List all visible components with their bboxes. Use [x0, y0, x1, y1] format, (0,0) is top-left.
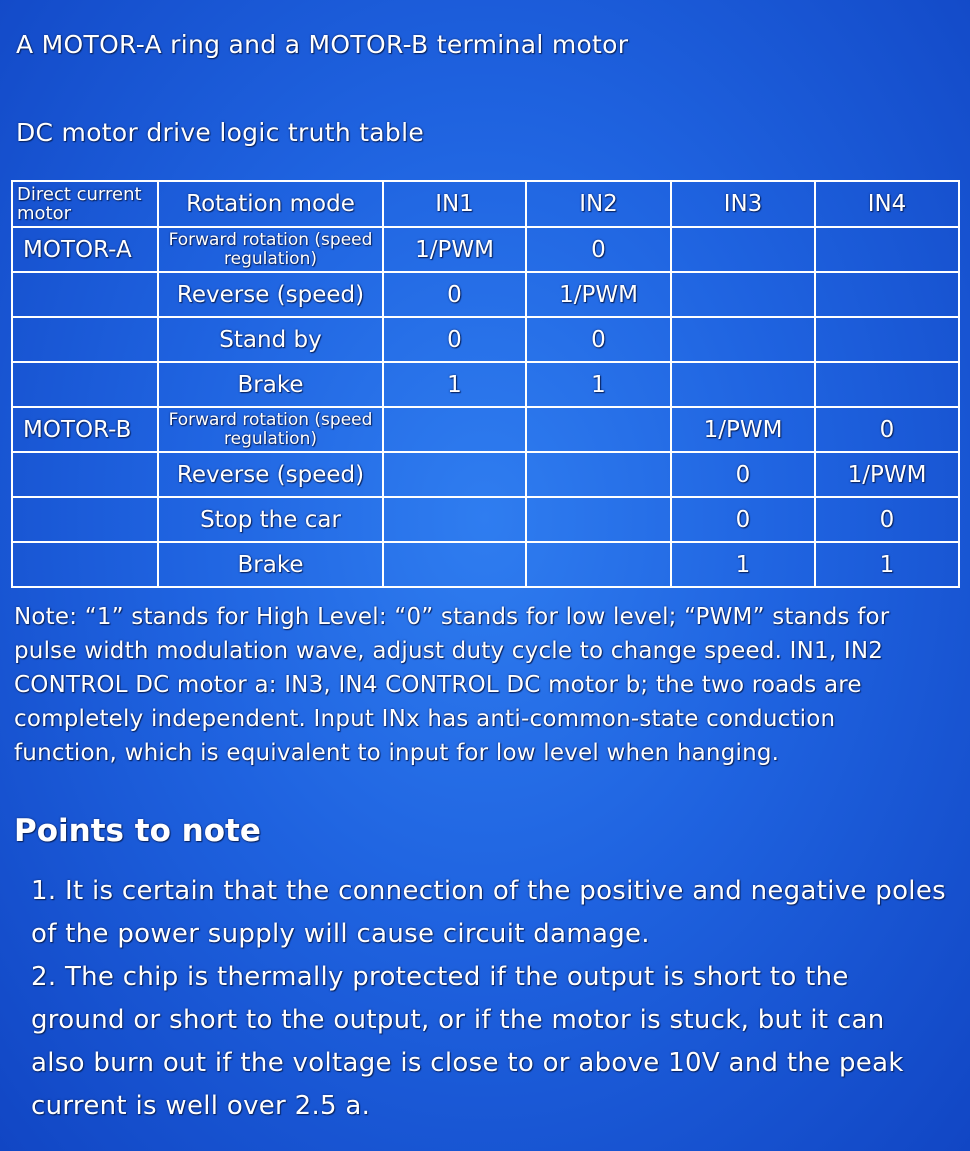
cell-mode: Brake: [158, 542, 383, 587]
cell-motor: [12, 362, 158, 407]
cell-in3: [671, 227, 815, 272]
header-in2: IN2: [526, 181, 671, 227]
cell-in4: [815, 227, 959, 272]
cell-mode: Reverse (speed): [158, 272, 383, 317]
cell-in4: [815, 317, 959, 362]
header-motor: Direct current motor: [12, 181, 158, 227]
table-row: [12, 317, 959, 362]
cell-in2: [526, 542, 671, 587]
page-heading: A MOTOR-A ring and a MOTOR-B terminal motor: [16, 30, 629, 59]
table-row: [12, 272, 959, 317]
table-title: DC motor drive logic truth table: [16, 118, 425, 147]
cell-in4: 1/PWM: [815, 452, 959, 497]
table-row: [12, 497, 959, 542]
cell-motor: [12, 452, 158, 497]
truth-table: [11, 180, 960, 588]
cell-motor: [12, 317, 158, 362]
cell-in1: 1/PWM: [383, 227, 526, 272]
cell-in2: [526, 497, 671, 542]
header-in3: IN3: [671, 181, 815, 227]
cell-in4: 0: [815, 497, 959, 542]
table-row: [12, 227, 959, 272]
header-rotation-mode: Rotation mode: [158, 181, 383, 227]
cell-motor: MOTOR-B: [12, 407, 158, 452]
cell-motor: MOTOR-A: [12, 227, 158, 272]
cell-mode: Stand by: [158, 317, 383, 362]
points-list: [31, 870, 946, 1128]
cell-motor: [12, 542, 158, 587]
cell-mode: Forward rotation (speed regulation): [158, 227, 383, 272]
cell-in1: [383, 407, 526, 452]
cell-in1: 0: [383, 317, 526, 362]
cell-in3: 0: [671, 452, 815, 497]
cell-in2: [526, 407, 671, 452]
cell-in1: 1: [383, 362, 526, 407]
note-paragraph: Note: “1” stands for High Level: “0” stands for low level; “PWM” stands for pulse width modulation wave, adjust duty cycle to change speed. IN1, IN2 CONTROL DC motor a: IN3, IN4 CONTROL DC motor b; the two roads are completely independent. Input INx has anti-common-state conduction function, which is equivalent to input for low level when hanging.: [14, 604, 890, 766]
cell-in2: 1/PWM: [526, 272, 671, 317]
cell-in3: [671, 362, 815, 407]
table-row: [12, 362, 959, 407]
table-row: [12, 542, 959, 587]
cell-in3: 1/PWM: [671, 407, 815, 452]
cell-in4: [815, 362, 959, 407]
cell-mode: Reverse (speed): [158, 452, 383, 497]
cell-in1: 0: [383, 272, 526, 317]
cell-in3: 1: [671, 542, 815, 587]
header-in1: IN1: [383, 181, 526, 227]
cell-in3: [671, 272, 815, 317]
cell-in1: [383, 452, 526, 497]
cell-in1: [383, 497, 526, 542]
cell-in4: 0: [815, 407, 959, 452]
table-header-row: [12, 181, 959, 227]
cell-in2: 1: [526, 362, 671, 407]
cell-in3: [671, 317, 815, 362]
header-in4: IN4: [815, 181, 959, 227]
cell-mode: Forward rotation (speed regulation): [158, 407, 383, 452]
points-title: Points to note: [14, 813, 261, 849]
table-row: [12, 407, 959, 452]
cell-in2: [526, 452, 671, 497]
point-item: 2. The chip is thermally protected if the output is short to the ground or short to the output, or if the motor is stuck, but it can also burn out if the voltage is close to or above 10V and the peak current is well over 2.5 a.: [31, 962, 904, 1121]
cell-in4: 1: [815, 542, 959, 587]
cell-motor: [12, 272, 158, 317]
point-item: 1. It is certain that the connection of the positive and negative poles of the power supply will cause circuit damage.: [31, 876, 946, 949]
cell-in3: 0: [671, 497, 815, 542]
cell-in2: 0: [526, 317, 671, 362]
cell-in2: 0: [526, 227, 671, 272]
table-row: [12, 452, 959, 497]
cell-mode: Stop the car: [158, 497, 383, 542]
cell-in1: [383, 542, 526, 587]
cell-in4: [815, 272, 959, 317]
cell-mode: Brake: [158, 362, 383, 407]
cell-motor: [12, 497, 158, 542]
